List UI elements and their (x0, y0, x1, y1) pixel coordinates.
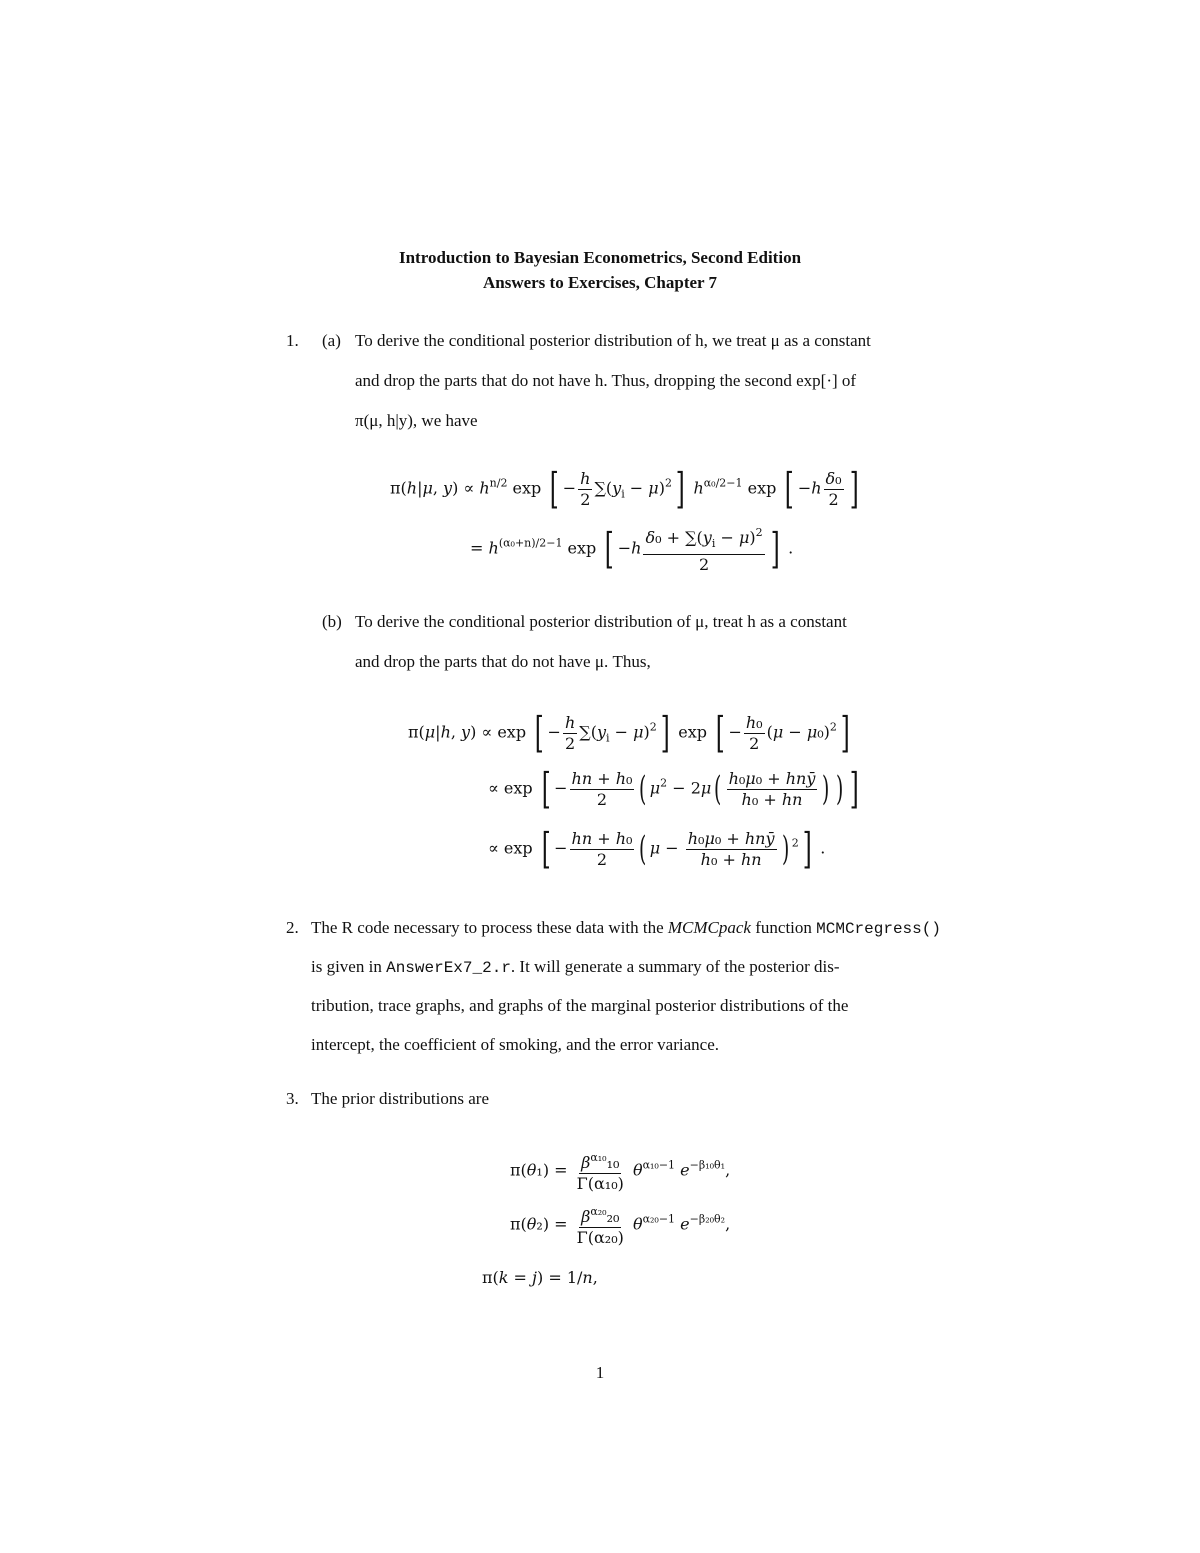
item-1a-line-3: π(μ, h|y), we have (355, 411, 478, 430)
item-1a-line-2: and drop the parts that do not have h. Thus, dropping the second exp[·] of (355, 371, 857, 390)
function-name: MCMCregress() (816, 920, 941, 938)
equation-3-line-1: π(θ₁) = $\frac{\beta^{\alpha_{10}}_{10}}{\text{Γ(α₁₀)}}$ $\theta^{\alpha_{10}-1}$ $e^{-\beta_{10}\theta_1}$, (510, 1148, 730, 1194)
item-2-line-4: intercept, the coefficient of smoking, and the error variance. (311, 1035, 719, 1054)
equation-1a-line-1: π(h|μ, $y) \propto h^{n/2}$ exp [ − $\frac{h}{2}$ $\sum(y_i - \mu)^2$] $h^{\alpha_0/2-1}$ exp [ −h $\frac{\text{δ₀}}{2}$ ] (390, 464, 859, 513)
item-2-line-3: tribution, trace graphs, and graphs of the marginal posterior distributions of the (311, 996, 849, 1015)
equation-3-line-3: π(k = j) = 1/n, (482, 1268, 598, 1287)
item-number-3: 3. (286, 1089, 299, 1108)
page-number: 1 (595, 1363, 605, 1382)
item-2-line-1 (311, 918, 941, 938)
equation-1a-line-2: = $h^{(\alpha_0+n)/2-1}$ exp [ −h $\frac{\delta_0 + \sum(y_i - \mu)^2}{2}$ ] . (470, 524, 794, 574)
item-1a-line-1: To derive the conditional posterior distribution of h, we treat μ as a constant (355, 331, 871, 350)
equation-1b-line-2: ∝ exp [ − $\frac{\text{hn + h₀}}{2}$ ( $\mu^2 - 2\mu$( $\frac{\text{h₀μ₀ + hnȳ}}{\text{h₀ + hn}}$ ) ) ] (488, 764, 859, 813)
item-2-line-1-text-b: function (750, 918, 817, 937)
document-subtitle: Answers to Exercises, Chapter 7 (482, 273, 718, 292)
item-1b-label: (b) (322, 612, 342, 631)
package-name: MCMCpack (667, 918, 751, 937)
equation-1b-line-1: π(μ|h, y) ∝ exp [ − $\frac{h}{2}$ $\sum(y_i - \mu)^2$] exp [ − $\frac{\text{h₀}}{2}$ $(\mu - \mu_0)^2$] (408, 708, 850, 757)
item-3-text: The prior distributions are (311, 1089, 489, 1108)
equation-1b-line-3: ∝ exp [ − $\frac{\text{hn + h₀}}{2}$ ( μ − $\frac{\text{h₀μ₀ + hnȳ}}{\text{h₀ + hn}}$ ) $^2$] . (488, 824, 826, 873)
item-number-2: 2. (286, 918, 299, 937)
file-name: AnswerEx7_2.r (386, 959, 511, 977)
item-2-line-1-text-a: The R code necessary to process these data with the (311, 918, 668, 937)
item-1a-label: (a) (322, 331, 341, 350)
item-number-1: 1. (286, 331, 299, 350)
item-2-line-2 (311, 957, 840, 977)
equation-3-line-2: π(θ₂) = $\frac{\beta^{\alpha_{20}}_{20}}{\text{Γ(α₂₀)}}$ $\theta^{\alpha_{20}-1}$ $e^{-\beta_{20}\theta_2}$, (510, 1202, 730, 1248)
item-1b-line-1: To derive the conditional posterior distribution of μ, treat h as a constant (355, 612, 847, 631)
item-1b-line-2: and drop the parts that do not have μ. Thus, (355, 652, 651, 671)
item-2-line-2-text-a: is given in (311, 957, 387, 976)
item-2-line-2-text-b: . It will generate a summary of the posterior dis- (510, 957, 840, 976)
document-title: Introduction to Bayesian Econometrics, Second Edition (398, 248, 802, 267)
